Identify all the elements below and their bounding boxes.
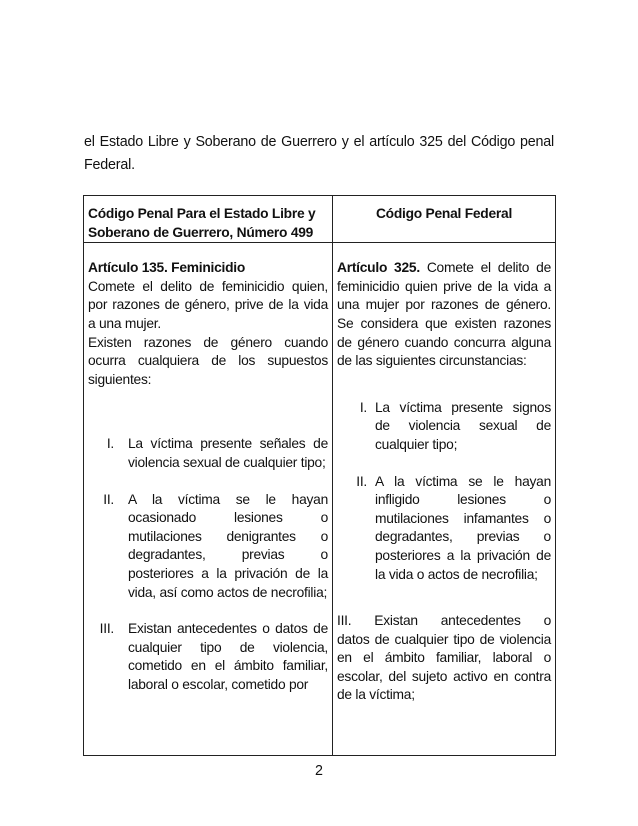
- article-135-list: [88, 435, 328, 694]
- list-item: [88, 620, 328, 694]
- article-135-title: Artículo 135. Feminicidio: [88, 260, 246, 276]
- item-text: La víctima presente signos de violencia sexual de cualquier tipo;: [375, 399, 551, 452]
- article-325-label: Artículo 325.: [337, 260, 420, 276]
- list-item: [337, 473, 551, 585]
- header-guerrero-code: Código Penal Para el Estado Libre y Soberano de Guerrero, Número 499: [84, 196, 333, 243]
- intro-paragraph: [84, 131, 554, 177]
- list-item: [88, 491, 328, 603]
- table-header-row: [84, 196, 556, 243]
- page-number: 2: [315, 763, 323, 779]
- item-text: A la víctima se le hayan infligido lesiones o mutilaciones infamantes o degradantes, previas o posteriores a la privación de la vida o actos de necrofilia;: [375, 473, 551, 582]
- article-135-paragraph-2: Existen razones de género cuando ocurra cualquiera de los supuestos siguientes:: [88, 334, 328, 387]
- table-body-row: [84, 243, 556, 756]
- list-item: [337, 399, 551, 455]
- article-325-list: [337, 399, 551, 584]
- item-numeral: II.: [356, 473, 367, 489]
- comparison-table: [83, 195, 556, 756]
- item-text: La víctima presente señales de violencia sexual de cualquier tipo;: [128, 436, 328, 470]
- item-numeral: II.: [103, 491, 114, 507]
- article-135-paragraph-1: Comete el delito de feminicidio quien, por razones de género, prive de la vida a una mujer.: [88, 278, 328, 331]
- item-3-first-line: III. Existan antecedentes o: [337, 613, 551, 629]
- item-numeral: I.: [106, 436, 114, 452]
- item-3-text: datos de cualquier tipo de violencia en el ámbito familiar, laboral o escolar, del sujeto activo en contra de la víctima;: [337, 631, 551, 703]
- article-325-paragraph: [337, 259, 551, 371]
- item-numeral: I.: [359, 399, 367, 415]
- item-numeral: III.: [99, 621, 114, 637]
- item-text: A la víctima se le hayan ocasionado lesiones o mutilaciones denigrantes o degradantes, previas o posteriores a la privación de la vida, así como actos de necrofilia;: [128, 491, 328, 600]
- intro-line-2: Federal.: [84, 157, 135, 173]
- article-325-text: Comete el delito de feminicidio quien prive de la vida a una mujer por razones de género. Se considera que existen razones de género cuando concurra alguna de las siguientes circunstancias:: [337, 260, 551, 369]
- item-text: Existan antecedentes o datos de cualquier tipo de violencia, cometido en el ámbito familiar, laboral o escolar, cometido por: [128, 621, 328, 692]
- federal-code-cell: [333, 243, 556, 756]
- intro-line-1: el Estado Libre y Soberano de Guerrero y el artículo 325 del Código penal: [84, 134, 554, 150]
- header-federal-code: Código Penal Federal: [333, 196, 556, 243]
- list-item: [88, 435, 328, 472]
- article-325-item-3: [337, 612, 551, 705]
- guerrero-code-cell: [84, 243, 333, 756]
